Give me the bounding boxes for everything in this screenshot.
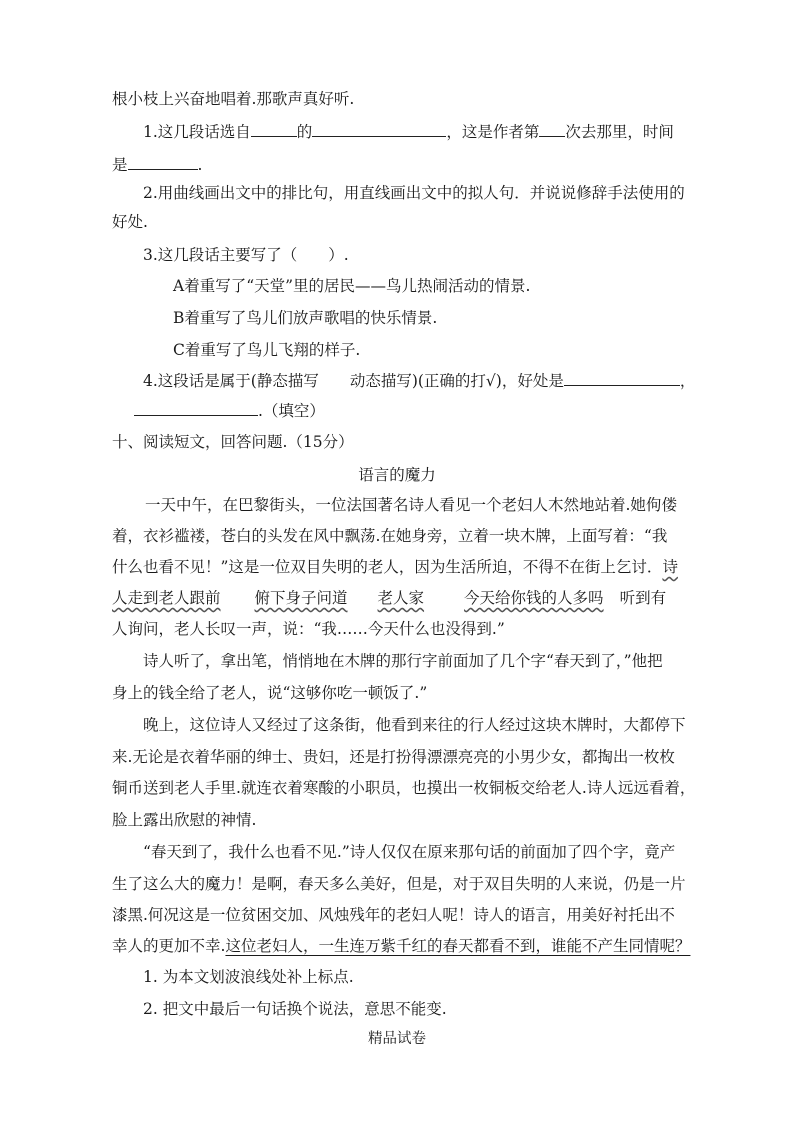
q4-line1 — [143, 369, 695, 392]
q4-text-3: .（填空） — [258, 402, 325, 420]
wavy-segment-4: 今天给你钱的人多吗 — [464, 589, 604, 607]
q1-blank-2 — [312, 120, 446, 137]
para3-line4: 脸上露出欣慰的神情. — [112, 811, 257, 829]
question-10-2: 2. 把文中最后一句话换个说法，意思不能变. — [143, 1000, 447, 1018]
para1-line5: 人询问，老人长叹一声，说：“我……今天什么也没得到.” — [112, 620, 505, 638]
q1-text-4: 次去那里，时间 — [565, 123, 674, 141]
q1-blank-4 — [128, 153, 198, 170]
para3-line2: 来.无论是衣着华丽的绅士、贵妇，还是打扮得漂漂亮亮的小男少女，都掏出一枚枚 — [112, 748, 675, 766]
q1-text-2: 的 — [296, 123, 313, 141]
prev-passage-end: 根小枝上兴奋地唱着.那歌声真好听. — [112, 90, 355, 108]
q1-text-5: 是 — [112, 156, 128, 174]
para1-line3 — [112, 556, 678, 578]
para1-line2: 着，衣衫褴褛，苍白的头发在风中飘荡.在她身旁，立着一块木牌，上面写着：“我 — [112, 527, 668, 545]
q1-text-3: ，这是作者第 — [446, 123, 540, 141]
q3-option-c: C着重写了鸟儿飞翔的样子. — [173, 341, 361, 359]
q4-text-2: ， — [679, 372, 696, 390]
underlined-last-sentence: 这位老妇人，一生连万紫千红的春天都看不到，谁能不产生同情呢？ — [225, 937, 691, 955]
question-10-1: 1. 为本文划波浪线处补上标点. — [143, 968, 354, 986]
para1-line1: 一天中午，在巴黎街头，一位法国著名诗人看见一个老妇人木然地站着.她佝偻 — [145, 496, 677, 514]
wavy-start: 诗 — [662, 558, 678, 576]
para4-line2: 生了这么大的魔力！是啊，春天多么美好，但是，对于双目失明的人来说，仍是一片 — [112, 875, 686, 893]
q1-line2 — [112, 153, 202, 176]
para4-line4-text: 幸人的更加不幸. — [112, 937, 226, 955]
q4-blank-1 — [564, 369, 680, 386]
para4-line1: “春天到了，我什么也看不见.”诗人仅仅在原来那句话的前面加了四个字，竟产 — [143, 843, 676, 861]
para2-line2: 身上的钱全给了老人，说“这够你吃一顿饭了.” — [112, 684, 428, 702]
q1-blank-3 — [539, 120, 565, 137]
q3-stem: 3.这几段话主要写了（ ）. — [143, 246, 349, 264]
wavy-gap-3 — [424, 587, 464, 609]
q3-option-b: B着重写了鸟儿们放声歌唱的快乐情景. — [173, 309, 438, 327]
q1-blank-1 — [251, 120, 297, 137]
section-10-heading: 十、阅读短文，回答问题.（15分） — [112, 433, 354, 451]
q4-text-1: 4.这段话是属于(静态描写 动态描写)(正确的打√)，好处是 — [143, 372, 564, 390]
wavy-segment-1: 人走到老人跟前 — [112, 589, 221, 607]
q2-line2: 好处. — [112, 213, 148, 231]
wavy-gap-1 — [221, 587, 255, 609]
para1-line4 — [112, 587, 666, 609]
q1-line1 — [143, 120, 674, 143]
q3-option-a: A着重写了“天堂”里的居民——鸟儿热闹活动的情景. — [173, 277, 531, 295]
q4-blank-2 — [134, 399, 258, 416]
passage-title: 语言的魔力 — [358, 466, 436, 484]
wavy-gap-4 — [604, 587, 620, 609]
page-footer: 精品试卷 — [368, 1031, 426, 1047]
q1-text-6: . — [197, 156, 203, 174]
para3-line3: 铜币送到老人手里.就连衣着寒酸的小职员，也摸出一枚铜板交给老人.诗人远远看着， — [112, 779, 696, 797]
q1-text-1: 1.这几段话选自 — [143, 123, 251, 141]
para3-line1: 晚上，这位诗人又经过了这条街，他看到来往的行人经过这块木牌时，大都停下 — [143, 716, 686, 734]
para4-line3: 漆黑.何况这是一位贫困交加、风烛残年的老妇人呢！诗人的语言，用美好衬托出不 — [112, 906, 675, 924]
para1-line3-text: 什么也看不见！”这是一位双目失明的老人，因为生活所迫，不得不在街上乞讨． — [112, 558, 663, 576]
wavy-segment-3: 老人家 — [377, 589, 425, 607]
wavy-gap-2 — [348, 587, 378, 609]
q4-line2 — [134, 399, 325, 422]
para1-line4-tail: 听到有 — [619, 589, 667, 607]
para2-line1: 诗人听了，拿出笔，悄悄地在木牌的那行字前面加了几个字“春天到了，”他把 — [143, 652, 663, 670]
para4-line4 — [112, 935, 690, 957]
wavy-segment-2: 俯下身子问道 — [254, 589, 348, 607]
q2-line1: 2.用曲线画出文中的排比句，用直线画出文中的拟人句．并说说修辞手法使用的 — [143, 184, 685, 202]
